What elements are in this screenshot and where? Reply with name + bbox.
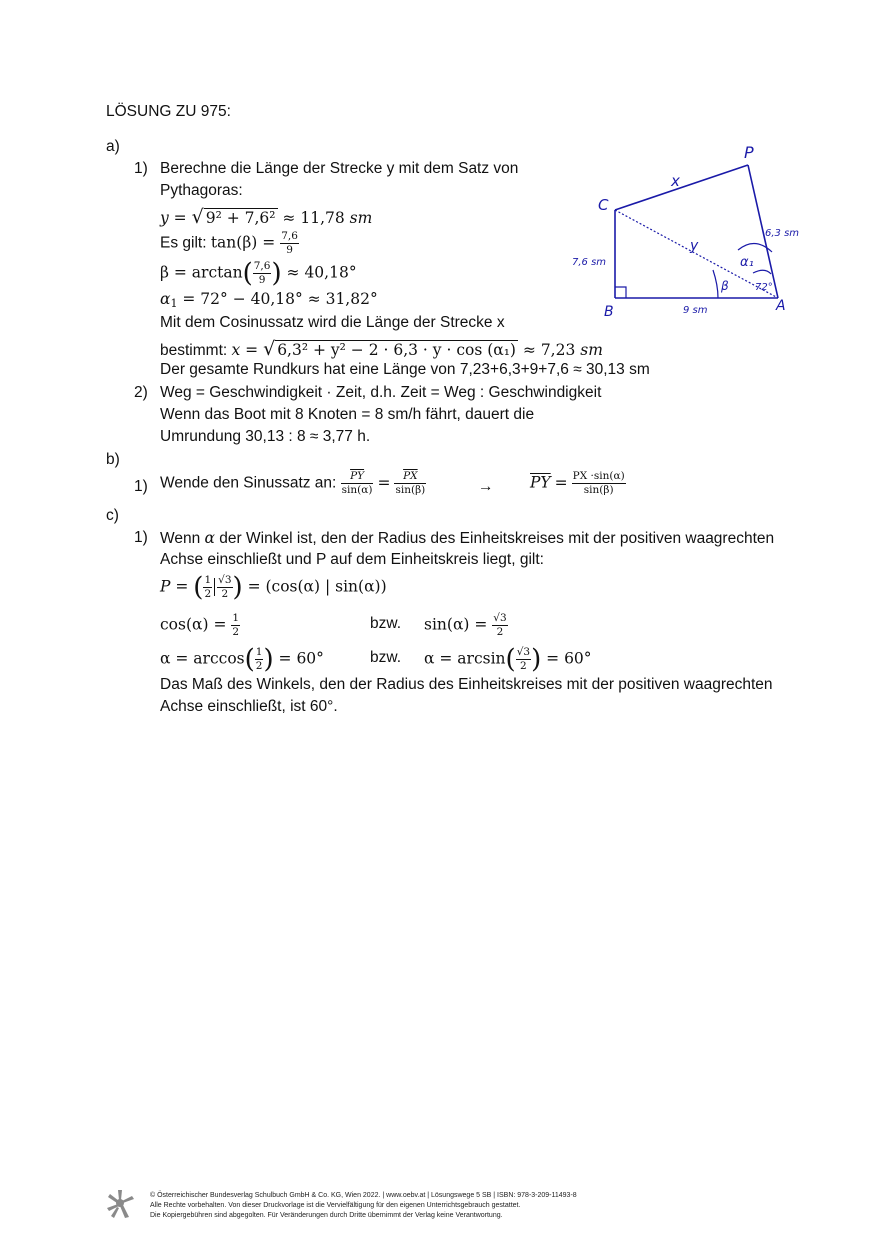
label-side-ba: 9 sm	[683, 305, 708, 316]
footer-line1: © Österreichischer Bundesverlag Schulbuch GmbH & Co. KG, Wien 2022. | www.oebv.at | Lösungswege 5 SB | ISBN: 978-3-209-11493-8	[150, 1192, 577, 1199]
frac-num: 1	[232, 612, 240, 624]
bzw-label: bzw.	[370, 649, 402, 666]
c1-line2: Achse einschließt und P auf dem Einheitskreis liegt, gilt:	[160, 551, 544, 568]
paren-left: (	[244, 644, 255, 675]
item-number: 1)	[134, 529, 148, 546]
arrow-icon: →	[478, 478, 494, 495]
frac-den: 9	[258, 274, 266, 286]
label-beta: β	[721, 279, 729, 293]
fraction	[492, 612, 507, 639]
paren-right: )	[531, 644, 542, 675]
frac-num: PX ·sin(α)	[572, 470, 625, 482]
part-a-label: a)	[106, 138, 120, 155]
fraction	[253, 260, 272, 287]
beta-lhs: β = arctan	[160, 263, 243, 282]
label-alpha1: α₁	[740, 255, 754, 270]
tan-line	[160, 230, 299, 257]
fraction	[231, 612, 240, 639]
triangle-sketch	[560, 140, 810, 330]
paren-right: )	[271, 258, 282, 289]
alpha1-equation	[160, 290, 378, 310]
frac-num: 1	[255, 646, 263, 658]
tan-expr: tan(β) =	[210, 233, 281, 252]
item-number: 1)	[134, 160, 148, 177]
bzw-label: bzw.	[370, 615, 402, 632]
cos-lhs: cos(α) =	[160, 615, 232, 634]
y-unit: sm	[349, 209, 373, 227]
label-side-pa: 6,3 sm	[765, 228, 800, 239]
fraction	[394, 470, 426, 497]
footer	[150, 1191, 577, 1221]
sin-lhs: sin(α) =	[424, 615, 493, 634]
label-side-cb: 7,6 sm	[572, 257, 607, 268]
paren-left: (	[193, 572, 204, 603]
frac-num: $\overline{PX}$	[394, 470, 426, 484]
a2-line1: Weg = Geschwindigkeit · Zeit, d.h. Zeit = Weg : Geschwindigkeit	[160, 384, 602, 401]
sqrt-sign: √	[191, 206, 204, 228]
asin-lhs: α = arcsin	[424, 649, 506, 668]
side-pc	[615, 165, 748, 210]
publisher-logo-icon	[104, 1188, 136, 1220]
frac-num: √3	[516, 646, 531, 658]
fraction	[280, 230, 299, 257]
label-b: B	[604, 304, 614, 320]
diagonal-y	[615, 210, 778, 298]
paren-left: (	[505, 644, 516, 675]
frac-den: sin(α)	[341, 484, 373, 496]
c1-text-b: der Winkel ist, den der Radius des Einheitskreises mit der positiven waagrechten	[215, 530, 775, 547]
cos-equation	[160, 612, 240, 639]
fraction	[516, 646, 531, 673]
a2-line2: Wenn das Boot mit 8 Knoten = 8 sm/h fährt, dauert die	[160, 406, 535, 423]
label-p: P	[744, 143, 754, 162]
alpha1-rhs: = 72° − 40,18° ≈ 31,82°	[177, 290, 378, 308]
label-x: x	[671, 172, 680, 190]
cos-line2: bestimmt:	[160, 342, 232, 359]
frac-den: sin(β)	[395, 484, 426, 496]
acos-equation	[160, 646, 324, 673]
y-equation	[160, 206, 372, 228]
frac-den: 2	[204, 588, 212, 600]
y-rhs: ≈ 11,78	[277, 209, 350, 227]
x-equation	[160, 338, 603, 360]
fraction	[572, 470, 626, 497]
acos-rhs: = 60°	[273, 649, 324, 668]
sqrt-sign: √	[263, 338, 276, 360]
frac-den: sin(β)	[583, 484, 614, 496]
item-number: 2)	[134, 384, 148, 401]
frac-den: 9	[286, 244, 293, 256]
x-rhs: ≈ 7,23	[517, 341, 581, 359]
frac-num: √3	[493, 612, 507, 624]
fraction	[203, 574, 212, 601]
c1-text-a: Wenn	[160, 530, 205, 547]
py-equation	[530, 470, 626, 497]
paren-right: )	[263, 644, 274, 675]
alpha-subscript: 1	[170, 297, 178, 310]
footer-line3: Die Kopiergebühren sind abgegolten. Für Veränderungen durch Dritte übernimmt der Verlag keine Verantwortung.	[150, 1212, 503, 1219]
sine-law-line	[160, 470, 426, 497]
frac-den: 2	[232, 626, 240, 638]
frac-den: 2	[221, 588, 229, 600]
paren-left: (	[242, 258, 253, 289]
fraction	[341, 470, 374, 497]
conclusion-line1: Das Maß des Winkels, den der Radius des Einheitskreises mit der positiven waagrechten	[160, 676, 773, 693]
right-angle-mark	[615, 287, 626, 298]
beta-arc	[713, 270, 718, 298]
paren-right: )	[232, 572, 243, 603]
frac-num: 7,6	[253, 260, 271, 272]
footer-line2: Alle Rechte vorbehalten. Von dieser Druckvorlage ist die Vervielfältigung für den eigenen Unterrichtsgebrauch gestattet.	[150, 1202, 521, 1209]
asin-equation	[424, 646, 592, 673]
a2-line3: Umrundung 30,13 : 8 ≈ 3,77 h.	[160, 428, 371, 445]
label-c: C	[598, 196, 609, 214]
p-rhs: = (cos(α) | sin(α))	[242, 577, 387, 596]
x-unit: sm	[580, 341, 603, 359]
equals: =	[554, 473, 568, 492]
tan-text: Es gilt:	[160, 234, 211, 252]
fraction	[217, 574, 232, 601]
c1-line1	[160, 529, 774, 548]
asin-rhs: = 60°	[541, 649, 592, 668]
total-length: Der gesamte Rundkurs hat eine Länge von 7,23+6,3+9+7,6 ≈ 30,13 sm	[160, 361, 650, 378]
conclusion-line2: Achse einschließt, ist 60°.	[160, 698, 338, 715]
alpha-symbol: α	[204, 529, 215, 547]
cos-line1: Mit dem Cosinussatz wird die Länge der Strecke x	[160, 314, 505, 331]
beta-equation	[160, 260, 357, 287]
sin-equation	[424, 612, 508, 639]
p-equation	[160, 574, 387, 601]
x-radicand: 6,3² + y² − 2 · 6,3 · y · cos (α₁)	[277, 341, 516, 359]
a1-line1: Berechne die Länge der Strecke y mit dem Satz von	[160, 160, 519, 177]
angle-arc	[753, 270, 771, 274]
divider	[214, 578, 215, 596]
frac-num: 7,6	[281, 230, 298, 242]
item-number: 1)	[134, 478, 148, 495]
frac-num: $\overline{PY}$	[341, 470, 374, 484]
p-lhs: P =	[160, 577, 194, 596]
page-title: LÖSUNG ZU 975:	[106, 103, 231, 120]
frac-num: 1	[204, 574, 212, 586]
part-b-label: b)	[106, 451, 120, 468]
y-lhs: y =	[160, 209, 192, 227]
alpha-symbol: α	[160, 290, 171, 308]
py-lhs: $\overline{PY}$	[530, 473, 551, 492]
frac-den: 2	[255, 660, 263, 672]
label-angle: 72°	[755, 282, 773, 293]
frac-den: 2	[496, 626, 504, 638]
label-y: y	[690, 238, 699, 254]
x-lhs: x =	[231, 341, 264, 359]
beta-rhs: ≈ 40,18°	[281, 263, 357, 282]
frac-den: 2	[520, 660, 527, 672]
acos-lhs: α = arccos	[160, 649, 245, 668]
y-radicand: 9² + 7,6²	[205, 209, 276, 227]
equals: =	[377, 473, 391, 492]
part-c-label: c)	[106, 507, 119, 524]
b1-text: Wende den Sinussatz an:	[160, 474, 341, 492]
label-a: A	[776, 298, 786, 314]
frac-num: √3	[218, 574, 232, 586]
a1-line2: Pythagoras:	[160, 182, 243, 199]
